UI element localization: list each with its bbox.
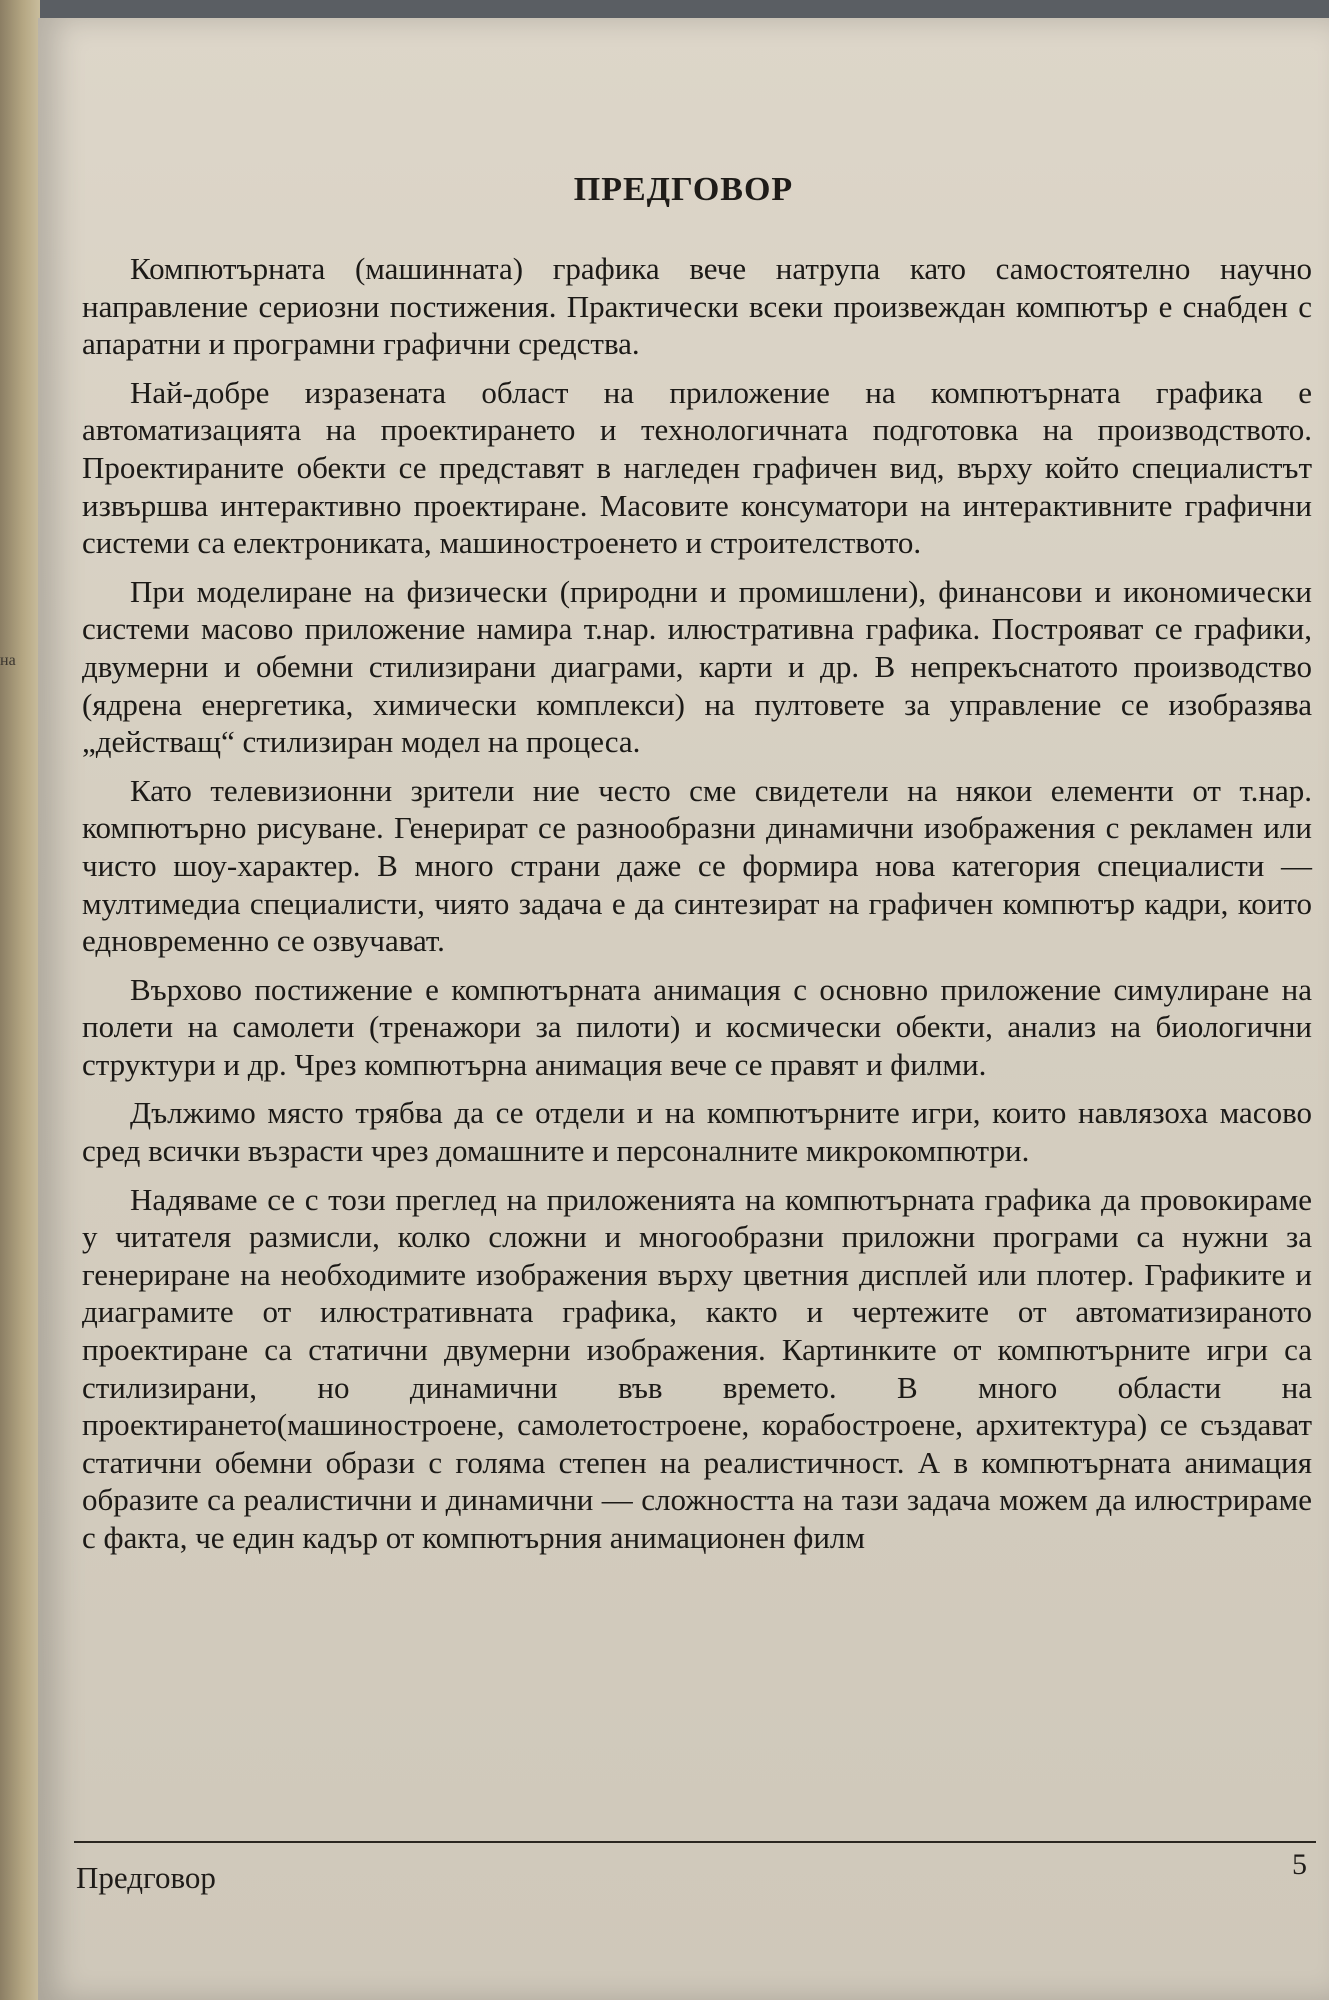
paragraph: Най-добре изразената област на приложение на компютърната графика е автоматизацията на проектирането и технологичната подготовка на производството. Проектираните обекти се представят в нагледен графичен вид, върху който специалистът извършва интерактивно проектиране. Масовите консуматори на интерактивните графични системи са електрониката, машиностроенето и строителството. <box>82 374 1312 561</box>
footer-divider <box>74 1841 1316 1843</box>
paragraph: Като телевизионни зрители ние често сме свидетели на някои елементи от т.нар. компютърно рисуване. Генерират се разнообразни динамични изображения с рекламен или чисто шоу-характер. В много страни даже се формира нова категория специалисти — мултимедиа специалисти, чиято задача е да синтезират на графичен компютър кадри, които едновременно се озвучават. <box>82 772 1312 959</box>
paragraph: Надяваме се с този преглед на приложенията на компютърната графика да провокираме у читателя размисли, колко сложни и многообразни приложни програми са нужни за генериране на необходимите изображения върху цветния дисплей или плотер. Графиките и диаграмите от илюстративната графика, както и чертежите от автоматизираното проектиране са статични двумерни изображения. Картинките от компютърните игри са стилизирани, но динамични във времето. В много области на проектирането(машиностроене, самолетостроене, корабостроене, архитектура) се създават статични обемни образи с голяма степен на реалистичност. А в компютърната анимация образите са реалистични и динамични — сложността на тази задача можем да илюстрираме с факта, че един кадър от компютърния анимационен филм <box>82 1181 1312 1555</box>
page-number: 5 <box>1292 1848 1307 1881</box>
page-title: ПРЕДГОВОР <box>573 170 794 208</box>
paragraph: Дължимо място трябва да се отдели и на компютърните игри, които навлязоха масово сред всички възрасти чрез домашните и персоналните микрокомпютри. <box>82 1095 1312 1169</box>
book-page <box>38 18 1329 2000</box>
paragraph: Върхово постижение е компютърната анимация с основно приложение симулиране на полети на самолети (тренажори за пилоти) и космически обекти, анализ на биологични структури и др. Чрез компютърна анимация вече се правят и филми. <box>82 971 1312 1082</box>
paragraph: При моделиране на физически (природни и промишлени), финансови и икономически системи масово приложение намира т.нар. илюстративна графика. Построяват се графики, двумерни и обемни стилизирани диаграми, карти и др. В непрекъснатото производство (ядрена енергетика, химически комплекси) на пултовете за управление се изобразява „действащ“ стилизиран модел на процеса. <box>82 573 1312 760</box>
previous-page-edge <box>0 0 40 2000</box>
paragraph: Компютърната (машинната) графика вече натрупа като самостоятелно научно направление сериозни постижения. Практически всеки произвеждан компютър е снабден с апаратни и програмни графични средства. <box>82 251 1312 362</box>
previous-page-text-fragment: на <box>0 652 16 669</box>
body-text <box>82 250 1312 1568</box>
running-footer: Предговор <box>76 1860 216 1895</box>
